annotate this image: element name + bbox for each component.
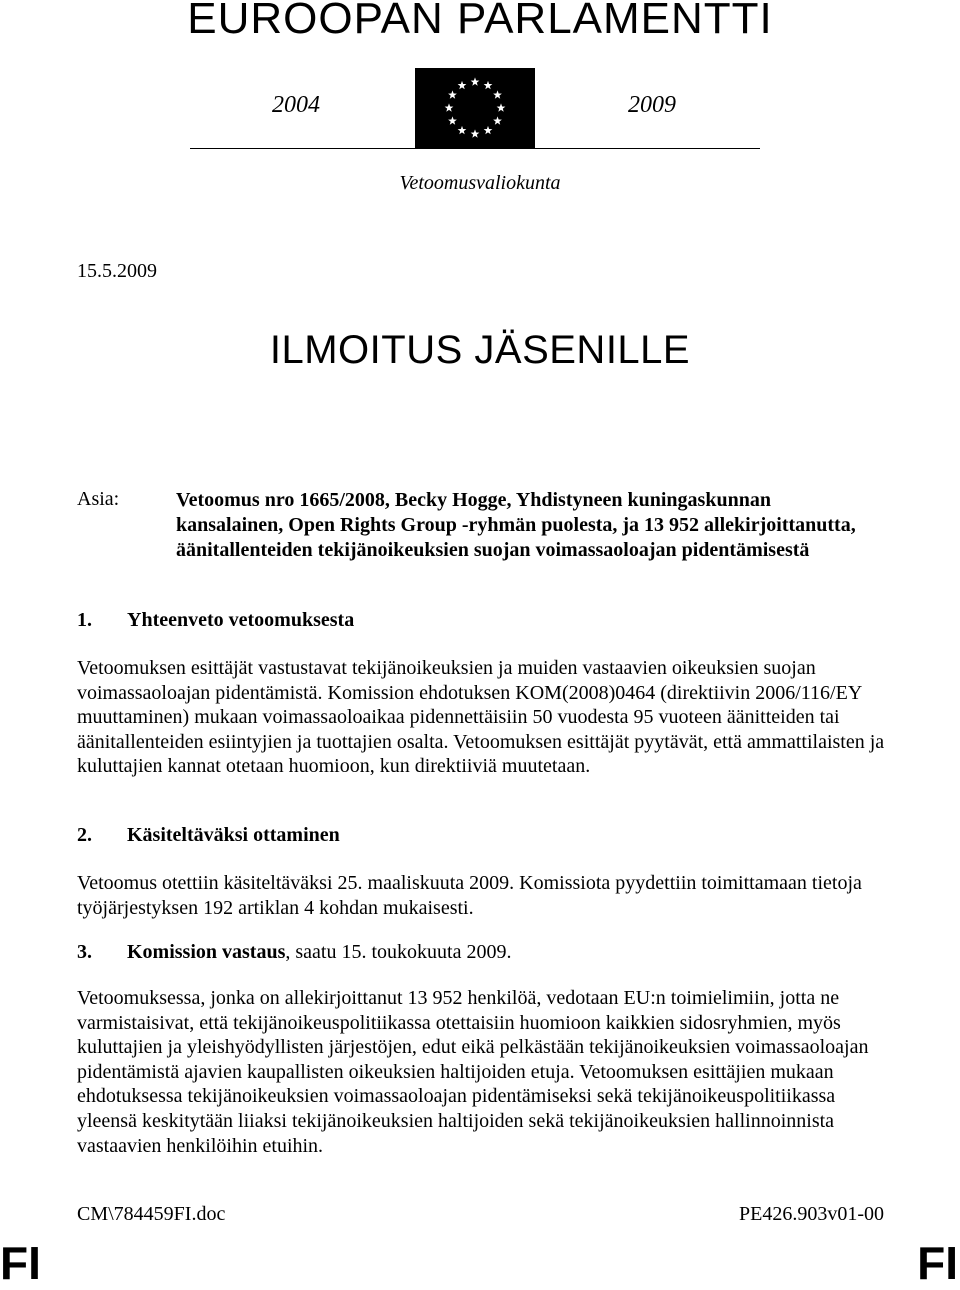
section-number: 2. [77,824,92,846]
pe-reference: PE426.903v01-00 [739,1203,884,1225]
header-divider [190,148,760,149]
section-1-heading [77,609,354,632]
language-code-right: FI [917,1237,958,1289]
star-icon [497,103,506,111]
eu-flag-icon [415,68,535,148]
section-title: Yhteenveto vetoomuksesta [127,609,355,631]
document-reference: CM\784459FI.doc [77,1203,226,1225]
star-icon [493,116,502,124]
eu-flag-stars [415,68,535,148]
star-icon [471,77,480,85]
document-date: 15.5.2009 [77,260,157,282]
star-icon [471,129,480,137]
star-icon [484,81,493,89]
star-icon [448,90,457,98]
section-number: 1. [77,609,92,631]
document-title: ILMOITUS JÄSENILLE [269,328,691,372]
term-end-year: 2009 [628,92,676,118]
star-icon [458,81,467,89]
subject-label: Asia: [77,488,120,510]
language-code-left: FI [0,1237,41,1289]
section-3-heading [77,941,511,964]
term-start-year: 2004 [272,92,320,118]
section-number: 3. [77,941,92,963]
section-2-body: Vetoomus otettiin käsiteltäväksi 25. maaliskuuta 2009. Komissiota pyydettiin toimittamaan tietoja työjärjestyksen 192 artiklan 4 kohdan mukaisesti. [77,872,862,919]
committee-name: Vetoomusvaliokunta [399,172,561,194]
star-icon [458,126,467,134]
star-icon [493,90,502,98]
star-icon [484,126,493,134]
star-icon [445,103,454,111]
section-title-suffix: , saatu 15. toukokuuta 2009. [285,941,512,963]
parliament-name: EUROOPAN PARLAMENTTI [187,0,773,43]
section-1-body: Vetoomuksen esittäjät vastustavat tekijänoikeuksien ja muiden vastaavien oikeuksien suojan voimassaoloajan pidentämistä. Komission ehdotuksen KOM(2008)0464 (direktiivin 2006/116/EY muuttaminen) mukaan voimassaoloaikaa pidennettäisiin 50 vuodesta 95 vuoteen äänitteiden tai äänitallenteiden esiintyjien ja tuottajien osalta. Vetoomuksen esittäjät pyytävät, että ammattilaisten ja kuluttajien kannat otetaan huomioon, kun direktiiviä muutetaan. [77,657,885,778]
section-3-body: Vetoomuksessa, jonka on allekirjoittanut 13 952 henkilöä, vedotaan EU:n toimielimiin, jotta ne varmistaisivat, että tekijänoikeuspolitiikassa otettaisiin huomioon kaikkien sidosryhmien, myös kuluttajien ja yleishyödyllisten järjestöjen, edut eikä pelkästään tekijänoikeuksien voimassaoloajan pidentämistä ajavien kaupallisten oikeuksien haltijoiden etuja. Vetoomuksen esittäjien mukaan ehdotuksessa tekijänoikeuksien voimassaoloajan pidentämiseksi sekä tekijänoikeuspolitiikassa yleensä keskitytään liiaksi tekijänoikeuksien haltijoiden sekä tekijänoikeuksien hallinnoinnista vastaavien henkilöihin etuihin. [77,987,869,1157]
section-title: Komission vastaus [127,941,286,963]
subject-text: Vetoomus nro 1665/2008, Becky Hogge, Yhdistyneen kuningaskunnan kansalainen, Open Rights Group -ryhmän puolesta, ja 13 952 allekirjoittanutta, äänitallenteiden tekijänoikeuksien suojan voimassaoloajan pidentämisestä [176,489,856,561]
section-2-heading [77,824,340,847]
star-icon [448,116,457,124]
section-title: Käsiteltäväksi ottaminen [127,824,340,846]
